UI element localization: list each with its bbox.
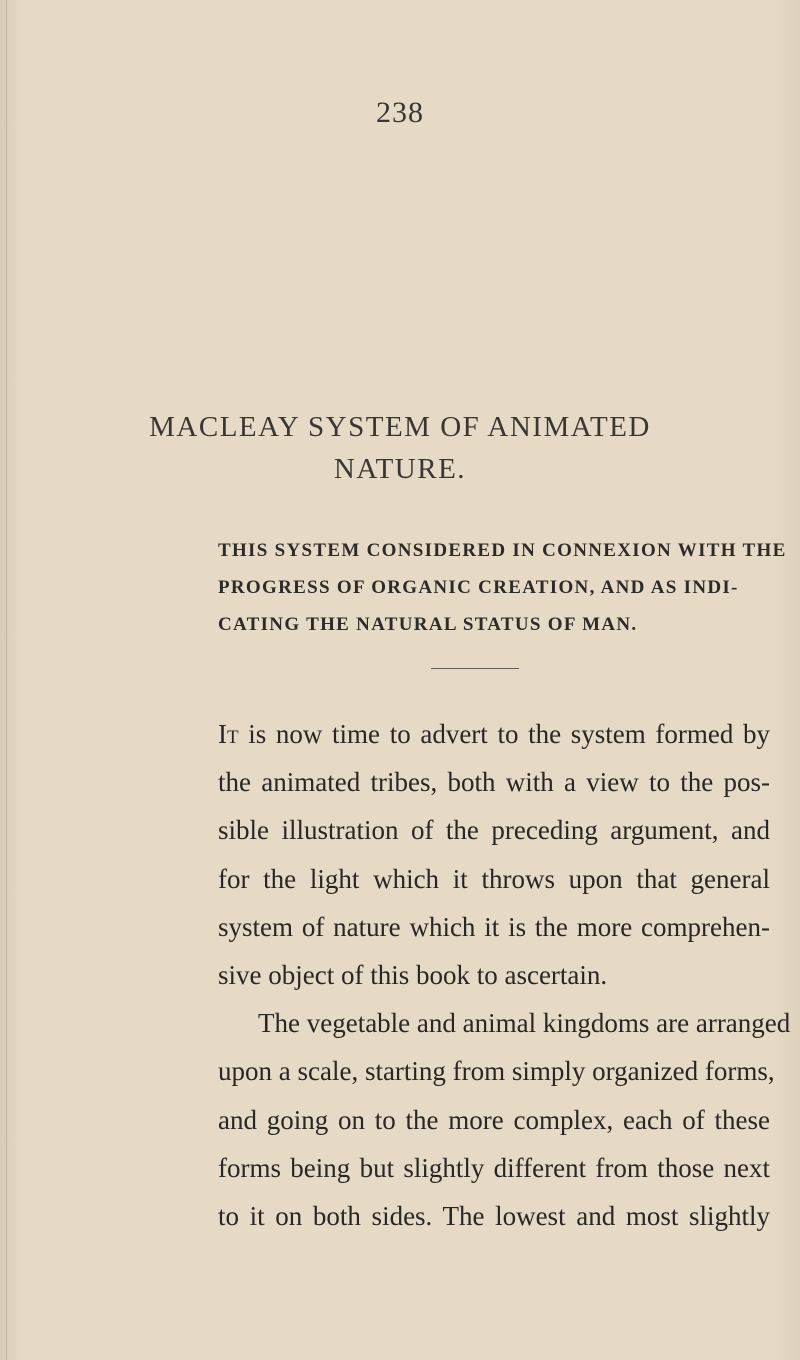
body-line: sive object of this book to ascertain. [218,960,608,991]
chapter-title [0,406,800,490]
chapter-summary-line: CATING THE NATURAL STATUS OF MAN. [218,614,638,635]
body-line: forms being but slightly different from those next [218,1152,770,1183]
body-line: for the light which it throws upon that general [218,863,770,894]
section-divider [431,668,519,669]
body-line: upon a scale, starting from simply organized forms, [218,1056,775,1087]
body-text [218,710,791,1240]
body-line: sible illustration of the preceding argument, and [218,815,770,846]
chapter-summary-line: THIS SYSTEM CONSIDERED IN CONNEXION WITH THE [218,540,787,561]
body-line: The vegetable and animal kingdoms are arranged [258,1008,791,1039]
chapter-summary-line: PROGRESS OF ORGANIC CREATION, AND AS INDI- [218,577,739,598]
body-line: It is now time to advert to the system formed by [218,719,770,749]
chapter-title-line-1: MACLEAY SYSTEM OF ANIMATED [149,411,651,443]
body-line: the animated tribes, both with a view to the pos- [218,767,770,798]
opening-word: It [218,719,239,749]
body-line: to it on both sides. The lowest and most slightly [218,1201,770,1232]
chapter-title-line-2: NATURE. [333,453,467,485]
chapter-summary [218,532,787,643]
body-line: system of nature which it is the more comprehen- [218,911,770,942]
gutter-edge [6,0,7,1360]
body-line: and going on to the more complex, each of these [218,1104,770,1135]
page-number: 238 [376,96,424,129]
